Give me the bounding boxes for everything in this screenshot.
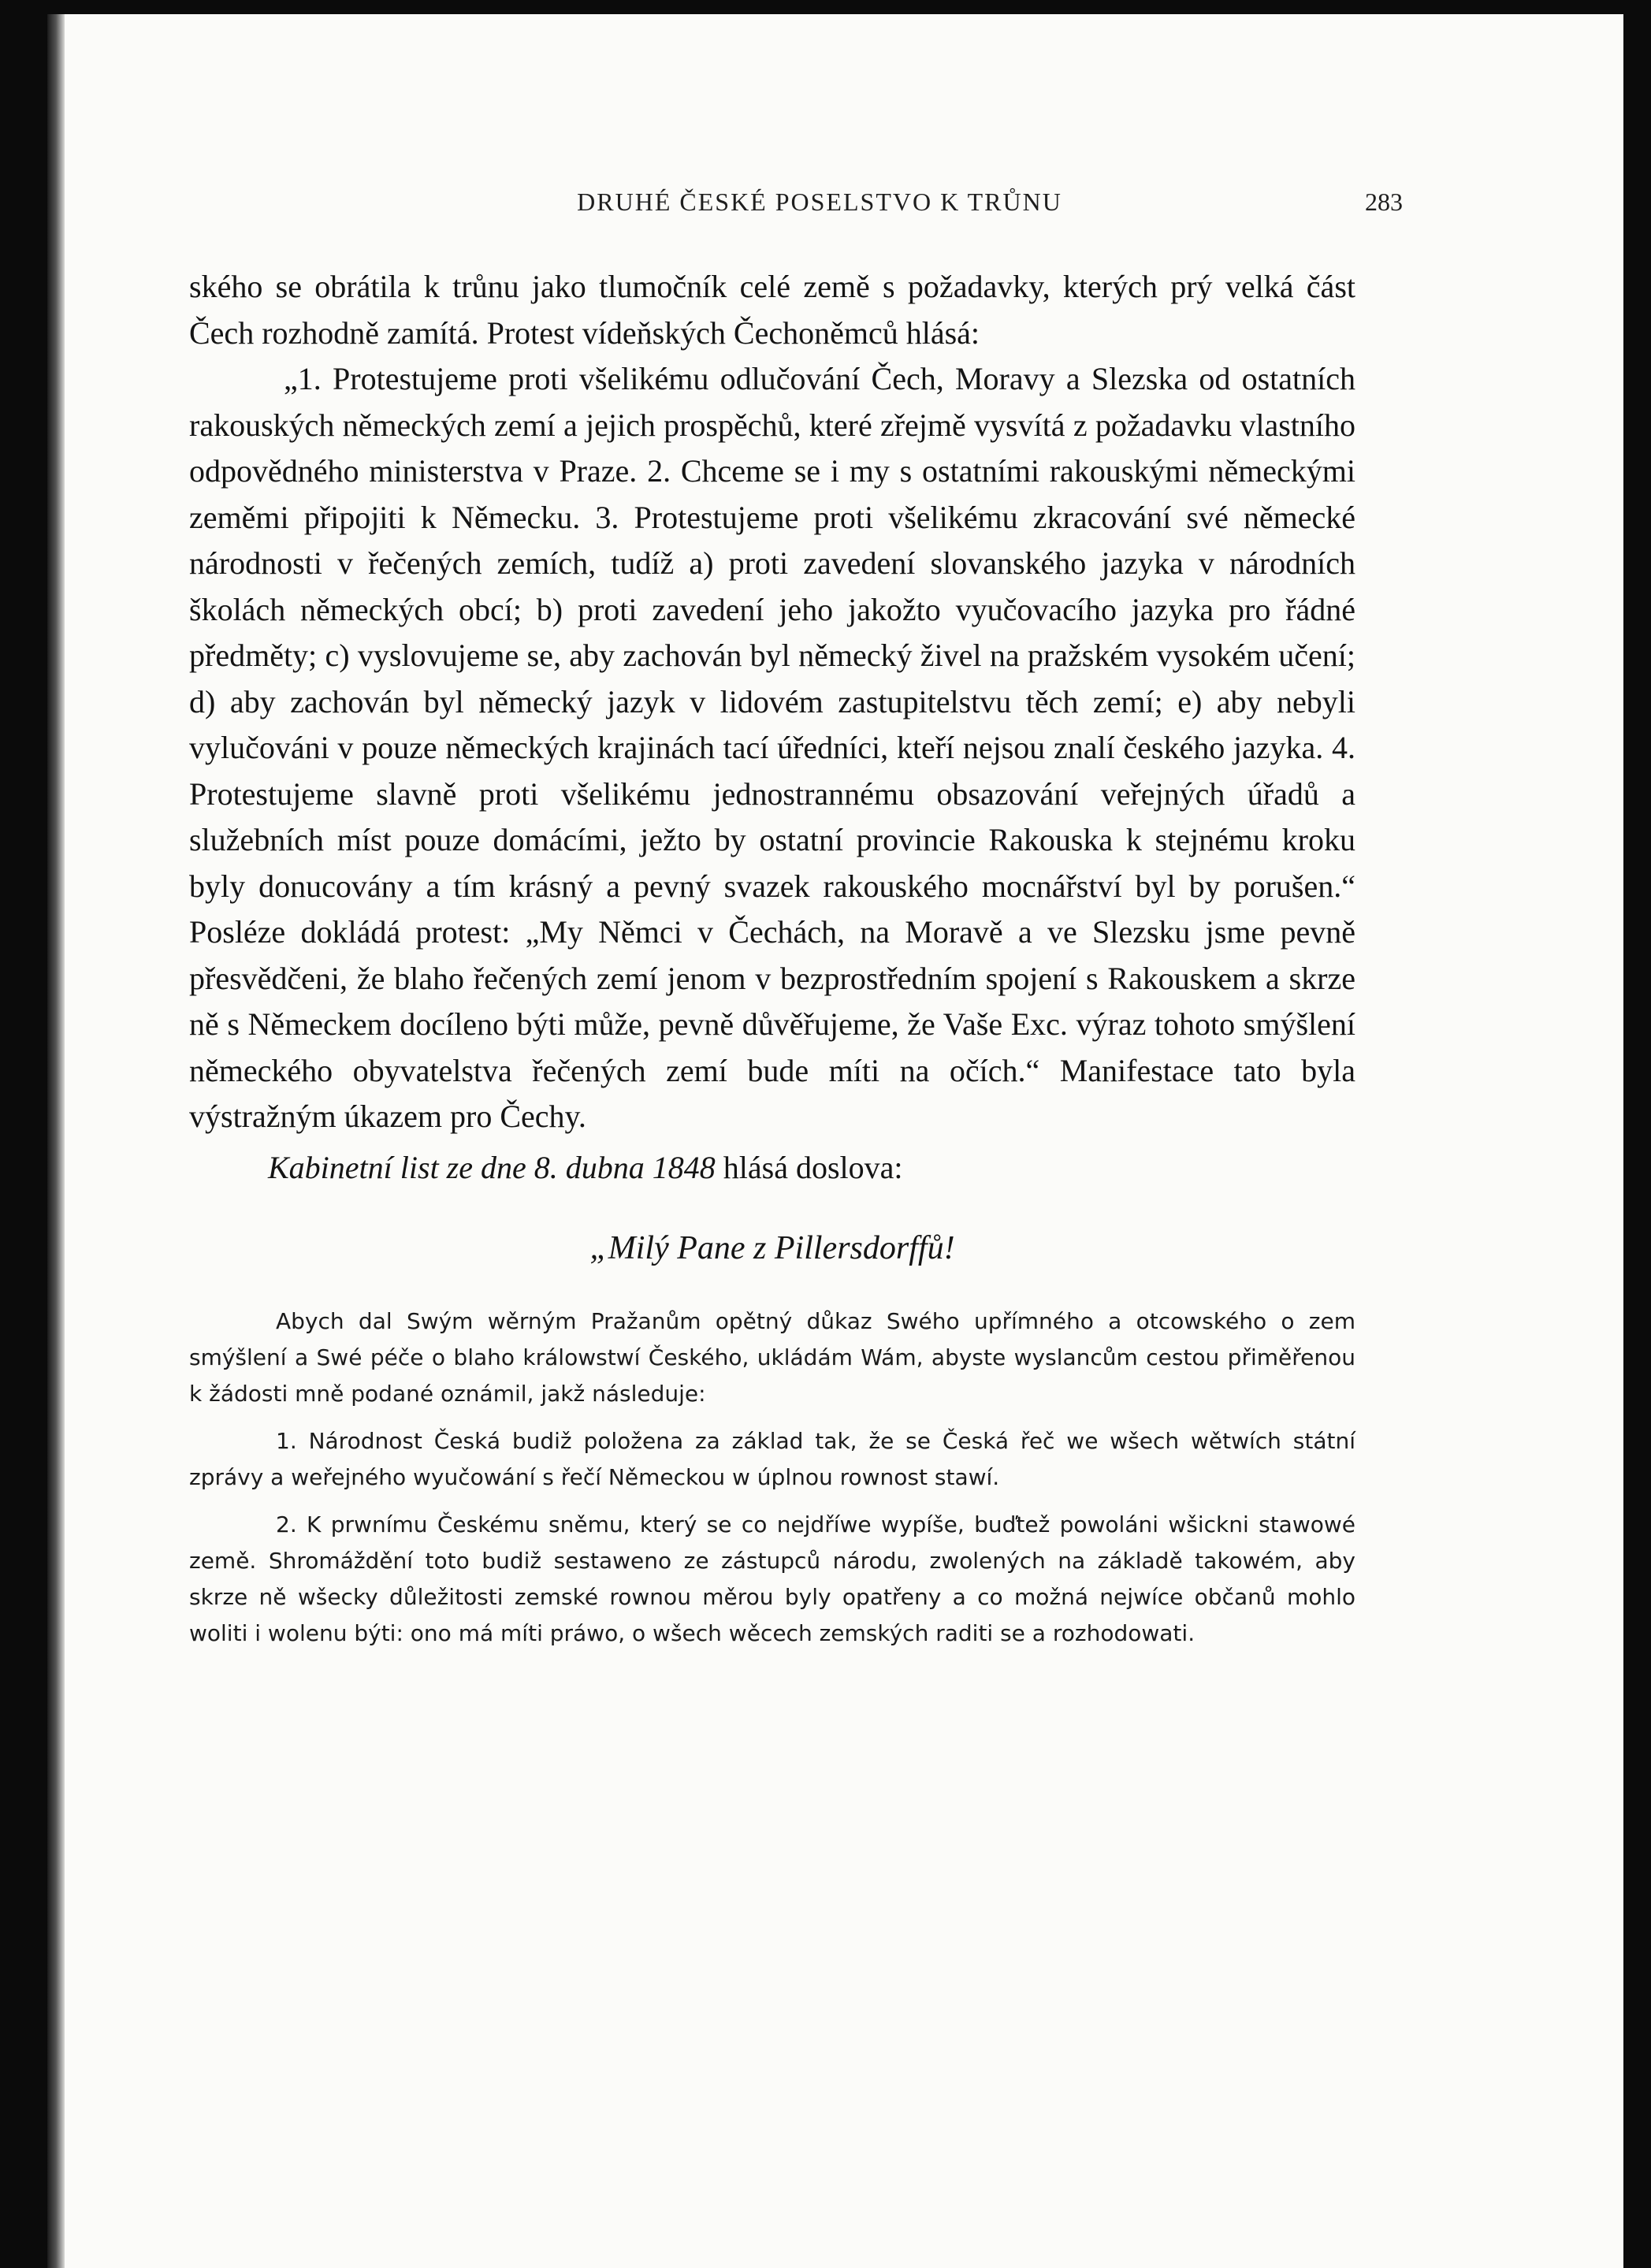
decree-paragraph-3: 2. K prwnímu Českému sněmu, který se co nejdříwe wypíše, buďtež powoláni wšickni stawowé země. Shromáždění toto budiž sestaweno ze zástupců národu, zwolených na základě takowém, aby skrze ně wšecky důležitosti zemské rownou měrou byly opatřeny a co možná nejwíce občanů mohlo woliti i wolenu býti: ono má míti práwo, o wšech wěcech zemských raditi se a rozhodowati. [189, 1511, 1355, 1646]
decree-paragraph-2: 1. Národnost Česká budiž položena za základ tak, že se Česká řeč we wšech wětwích státní zprávy a weřejného wyučowání s řečí Německou w úplnou rownost stawí. [189, 1427, 1355, 1490]
main-text [189, 264, 1355, 1663]
paragraph-continuation: ského se obrátila k trůnu jako tlumočník celé země s požadavky, kterých prý velká část Čech rozhodně zamítá. Protest vídeňských Čechoněmců hlásá: [189, 269, 1355, 351]
running-head: DRUHÉ ČESKÉ POSELSTVO K TRŮNU [577, 188, 1062, 216]
page-header [236, 188, 1403, 235]
binding-gutter [47, 14, 65, 2268]
letter-salutation: „Milý Pane z Pillersdorffů! [589, 1230, 955, 1266]
letter-intro-italic: Kabinetní list ze dne 8. dubna 1848 [268, 1149, 716, 1185]
letter-intro [189, 1145, 1355, 1192]
decree-paragraph-1: Abych dal Swým wěrným Pražanům opětný důkaz Swého upřímného a otcowského o zem smýšlení a Swé péče o blaho králowstwí Českého, ukládám Wám, abyste wyslancům cestou přiměřenou k žádosti mně podané oznámil, jakž následuje: [189, 1307, 1355, 1407]
decree-text [189, 1303, 1355, 1652]
paragraph-protest: „1. Protestujeme proti všelikému odlučování Čech, Moravy a Slezska od ostatních rakouských německých zemí a jejich prospěchů, které zřejmě vysvítá z požadavku vlastního odpovědného ministerstva v Praze. 2. Chceme se i my s ostatními rakouskými německými zeměmi připojiti k Německu. 3. Protestujeme proti všelikému zkracování své německé národnosti v řečených zemích, tudíž a) proti zavedení slovanského jazyka v národních školách německých obcí; b) proti zavedení jeho jakožto vyučovacího jazyka pro řádné předměty; c) vyslovujeme se, aby zachován byl německý živel na pražském vysokém učení; d) aby zachován byl německý jazyk v lidovém zastupitelstvu těch zemí; e) aby nebyli vylučováni v pouze německých krajinách tací úředníci, kteří nejsou znalí českého jazyka. 4. Protestujeme slavně proti všelikému jednostrannému obsazování veřejných úřadů a služebních míst pouze domácími, ježto by ostatní provincie Rakouska k stejnému kroku byly donucovány a tím krásný a pevný svazek rakouského mocnářství byl by porušen.“ Posléze dokládá protest: „My Němci v Čechách, na Moravě a ve Slezsku jsme pevně přesvědčeni, že blaho řečených zemí jenom v bezprostředním spojení s Rakouskem a skrze ně s Německem docíleno býti může, pevně důvěřujeme, že Vaše Exc. výraz tohoto smýšlení německého obyvatelstva řečených zemí bude míti na očích.“ Manifestace tato byla výstražným úkazem pro Čechy. [189, 361, 1355, 1134]
letter-intro-rest: hlásá doslova: [715, 1149, 903, 1185]
page-number: 283 [1365, 188, 1403, 216]
